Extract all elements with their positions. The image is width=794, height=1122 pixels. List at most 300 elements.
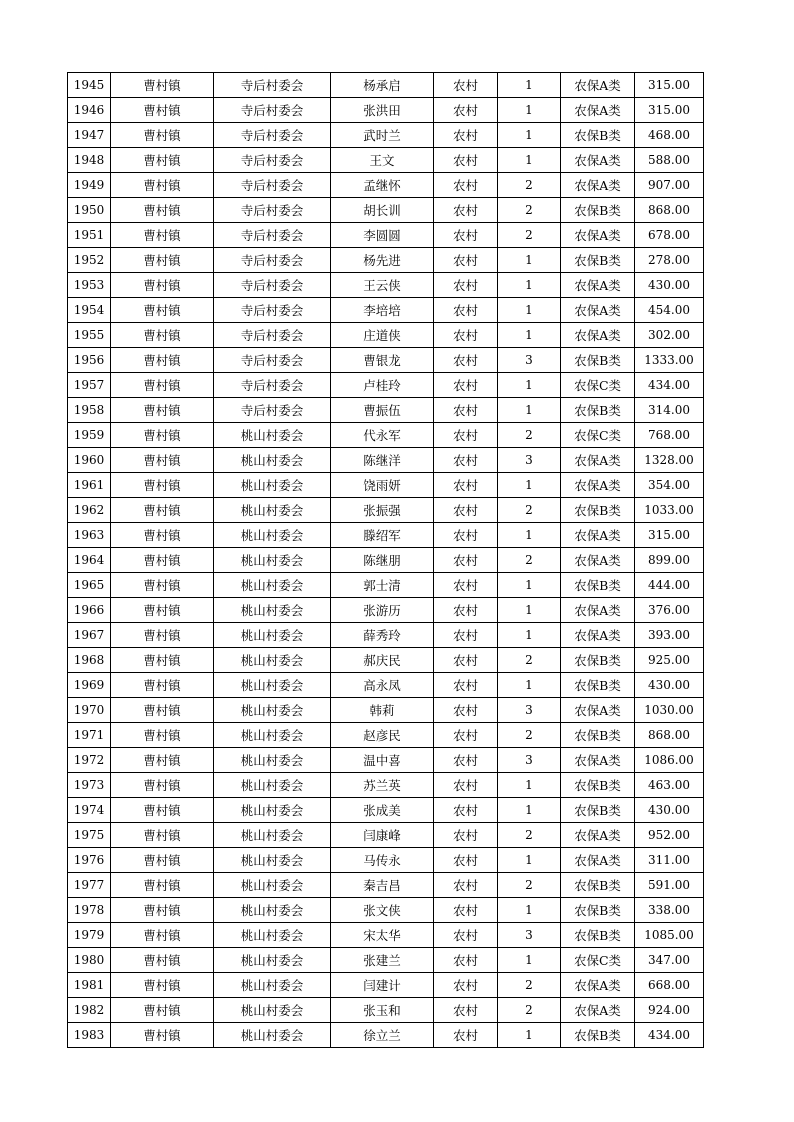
person-name-cell: 张成美 bbox=[331, 798, 434, 823]
town-cell: 曹村镇 bbox=[111, 423, 214, 448]
row-number-cell: 1948 bbox=[68, 148, 111, 173]
person-name-cell: 曹银龙 bbox=[331, 348, 434, 373]
family-size-cell: 2 bbox=[498, 973, 561, 998]
village-committee-cell: 桃山村委会 bbox=[214, 648, 331, 673]
insurance-category-cell: 农保B类 bbox=[561, 923, 635, 948]
household-type-cell: 农村 bbox=[434, 698, 498, 723]
village-committee-cell: 桃山村委会 bbox=[214, 848, 331, 873]
amount-cell: 338.00 bbox=[635, 898, 704, 923]
row-number-cell: 1979 bbox=[68, 923, 111, 948]
person-name-cell: 马传永 bbox=[331, 848, 434, 873]
table-row bbox=[68, 198, 704, 223]
family-size-cell: 1 bbox=[498, 773, 561, 798]
insurance-category-cell: 农保B类 bbox=[561, 573, 635, 598]
insurance-category-cell: 农保B类 bbox=[561, 873, 635, 898]
insurance-category-cell: 农保A类 bbox=[561, 748, 635, 773]
insurance-category-cell: 农保B类 bbox=[561, 123, 635, 148]
table-row bbox=[68, 773, 704, 798]
table-row bbox=[68, 848, 704, 873]
table-row bbox=[68, 398, 704, 423]
assistance-table bbox=[67, 72, 704, 1048]
row-number-cell: 1966 bbox=[68, 598, 111, 623]
household-type-cell: 农村 bbox=[434, 898, 498, 923]
amount-cell: 924.00 bbox=[635, 998, 704, 1023]
row-number-cell: 1951 bbox=[68, 223, 111, 248]
village-committee-cell: 桃山村委会 bbox=[214, 998, 331, 1023]
family-size-cell: 1 bbox=[498, 623, 561, 648]
row-number-cell: 1946 bbox=[68, 98, 111, 123]
family-size-cell: 1 bbox=[498, 273, 561, 298]
amount-cell: 952.00 bbox=[635, 823, 704, 848]
insurance-category-cell: 农保A类 bbox=[561, 598, 635, 623]
person-name-cell: 赵彦民 bbox=[331, 723, 434, 748]
insurance-category-cell: 农保A类 bbox=[561, 98, 635, 123]
amount-cell: 430.00 bbox=[635, 798, 704, 823]
insurance-category-cell: 农保C类 bbox=[561, 373, 635, 398]
village-committee-cell: 寺后村委会 bbox=[214, 173, 331, 198]
table-row bbox=[68, 148, 704, 173]
household-type-cell: 农村 bbox=[434, 623, 498, 648]
town-cell: 曹村镇 bbox=[111, 798, 214, 823]
person-name-cell: 薛秀玲 bbox=[331, 623, 434, 648]
row-number-cell: 1980 bbox=[68, 948, 111, 973]
row-number-cell: 1956 bbox=[68, 348, 111, 373]
person-name-cell: 韩莉 bbox=[331, 698, 434, 723]
village-committee-cell: 寺后村委会 bbox=[214, 198, 331, 223]
person-name-cell: 苏兰英 bbox=[331, 773, 434, 798]
family-size-cell: 1 bbox=[498, 298, 561, 323]
amount-cell: 376.00 bbox=[635, 598, 704, 623]
town-cell: 曹村镇 bbox=[111, 73, 214, 98]
village-committee-cell: 桃山村委会 bbox=[214, 573, 331, 598]
household-type-cell: 农村 bbox=[434, 998, 498, 1023]
person-name-cell: 宋太华 bbox=[331, 923, 434, 948]
village-committee-cell: 寺后村委会 bbox=[214, 98, 331, 123]
table-row bbox=[68, 823, 704, 848]
insurance-category-cell: 农保C类 bbox=[561, 423, 635, 448]
household-type-cell: 农村 bbox=[434, 748, 498, 773]
insurance-category-cell: 农保A类 bbox=[561, 298, 635, 323]
family-size-cell: 2 bbox=[498, 548, 561, 573]
amount-cell: 315.00 bbox=[635, 73, 704, 98]
row-number-cell: 1978 bbox=[68, 898, 111, 923]
town-cell: 曹村镇 bbox=[111, 123, 214, 148]
town-cell: 曹村镇 bbox=[111, 298, 214, 323]
insurance-category-cell: 农保A类 bbox=[561, 848, 635, 873]
village-committee-cell: 桃山村委会 bbox=[214, 748, 331, 773]
family-size-cell: 3 bbox=[498, 698, 561, 723]
amount-cell: 1328.00 bbox=[635, 448, 704, 473]
row-number-cell: 1961 bbox=[68, 473, 111, 498]
town-cell: 曹村镇 bbox=[111, 923, 214, 948]
amount-cell: 1086.00 bbox=[635, 748, 704, 773]
amount-cell: 1030.00 bbox=[635, 698, 704, 723]
table-row bbox=[68, 248, 704, 273]
amount-cell: 1333.00 bbox=[635, 348, 704, 373]
insurance-category-cell: 农保A类 bbox=[561, 73, 635, 98]
family-size-cell: 3 bbox=[498, 748, 561, 773]
town-cell: 曹村镇 bbox=[111, 723, 214, 748]
person-name-cell: 庄道侠 bbox=[331, 323, 434, 348]
village-committee-cell: 桃山村委会 bbox=[214, 823, 331, 848]
family-size-cell: 1 bbox=[498, 473, 561, 498]
insurance-category-cell: 农保A类 bbox=[561, 173, 635, 198]
town-cell: 曹村镇 bbox=[111, 673, 214, 698]
insurance-category-cell: 农保B类 bbox=[561, 648, 635, 673]
family-size-cell: 2 bbox=[498, 648, 561, 673]
town-cell: 曹村镇 bbox=[111, 98, 214, 123]
household-type-cell: 农村 bbox=[434, 848, 498, 873]
insurance-category-cell: 农保A类 bbox=[561, 523, 635, 548]
row-number-cell: 1969 bbox=[68, 673, 111, 698]
household-type-cell: 农村 bbox=[434, 223, 498, 248]
table-row bbox=[68, 498, 704, 523]
household-type-cell: 农村 bbox=[434, 248, 498, 273]
town-cell: 曹村镇 bbox=[111, 973, 214, 998]
town-cell: 曹村镇 bbox=[111, 748, 214, 773]
town-cell: 曹村镇 bbox=[111, 498, 214, 523]
person-name-cell: 孟继怀 bbox=[331, 173, 434, 198]
family-size-cell: 2 bbox=[498, 173, 561, 198]
village-committee-cell: 桃山村委会 bbox=[214, 673, 331, 698]
town-cell: 曹村镇 bbox=[111, 1023, 214, 1048]
family-size-cell: 1 bbox=[498, 673, 561, 698]
household-type-cell: 农村 bbox=[434, 648, 498, 673]
table-row bbox=[68, 523, 704, 548]
table-row bbox=[68, 748, 704, 773]
family-size-cell: 1 bbox=[498, 848, 561, 873]
row-number-cell: 1962 bbox=[68, 498, 111, 523]
person-name-cell: 温中喜 bbox=[331, 748, 434, 773]
person-name-cell: 李培培 bbox=[331, 298, 434, 323]
insurance-category-cell: 农保B类 bbox=[561, 398, 635, 423]
row-number-cell: 1982 bbox=[68, 998, 111, 1023]
village-committee-cell: 桃山村委会 bbox=[214, 473, 331, 498]
town-cell: 曹村镇 bbox=[111, 548, 214, 573]
person-name-cell: 滕绍军 bbox=[331, 523, 434, 548]
amount-cell: 315.00 bbox=[635, 98, 704, 123]
table-row bbox=[68, 648, 704, 673]
family-size-cell: 2 bbox=[498, 998, 561, 1023]
household-type-cell: 农村 bbox=[434, 473, 498, 498]
amount-cell: 925.00 bbox=[635, 648, 704, 673]
household-type-cell: 农村 bbox=[434, 498, 498, 523]
town-cell: 曹村镇 bbox=[111, 173, 214, 198]
insurance-category-cell: 农保B类 bbox=[561, 723, 635, 748]
town-cell: 曹村镇 bbox=[111, 773, 214, 798]
village-committee-cell: 寺后村委会 bbox=[214, 223, 331, 248]
town-cell: 曹村镇 bbox=[111, 873, 214, 898]
table-row bbox=[68, 173, 704, 198]
town-cell: 曹村镇 bbox=[111, 223, 214, 248]
row-number-cell: 1971 bbox=[68, 723, 111, 748]
family-size-cell: 1 bbox=[498, 248, 561, 273]
row-number-cell: 1963 bbox=[68, 523, 111, 548]
insurance-category-cell: 农保B类 bbox=[561, 773, 635, 798]
household-type-cell: 农村 bbox=[434, 598, 498, 623]
person-name-cell: 秦吉昌 bbox=[331, 873, 434, 898]
village-committee-cell: 寺后村委会 bbox=[214, 248, 331, 273]
table-row bbox=[68, 323, 704, 348]
row-number-cell: 1945 bbox=[68, 73, 111, 98]
household-type-cell: 农村 bbox=[434, 573, 498, 598]
amount-cell: 868.00 bbox=[635, 723, 704, 748]
family-size-cell: 2 bbox=[498, 223, 561, 248]
family-size-cell: 1 bbox=[498, 598, 561, 623]
insurance-category-cell: 农保A类 bbox=[561, 323, 635, 348]
row-number-cell: 1949 bbox=[68, 173, 111, 198]
row-number-cell: 1957 bbox=[68, 373, 111, 398]
row-number-cell: 1974 bbox=[68, 798, 111, 823]
family-size-cell: 1 bbox=[498, 148, 561, 173]
town-cell: 曹村镇 bbox=[111, 323, 214, 348]
table-row bbox=[68, 973, 704, 998]
insurance-category-cell: 农保B类 bbox=[561, 348, 635, 373]
amount-cell: 354.00 bbox=[635, 473, 704, 498]
person-name-cell: 陈继朋 bbox=[331, 548, 434, 573]
row-number-cell: 1968 bbox=[68, 648, 111, 673]
table-row bbox=[68, 698, 704, 723]
family-size-cell: 2 bbox=[498, 423, 561, 448]
town-cell: 曹村镇 bbox=[111, 648, 214, 673]
person-name-cell: 曹振伍 bbox=[331, 398, 434, 423]
household-type-cell: 农村 bbox=[434, 1023, 498, 1048]
town-cell: 曹村镇 bbox=[111, 623, 214, 648]
table-row bbox=[68, 298, 704, 323]
village-committee-cell: 寺后村委会 bbox=[214, 73, 331, 98]
town-cell: 曹村镇 bbox=[111, 448, 214, 473]
table-row bbox=[68, 923, 704, 948]
amount-cell: 393.00 bbox=[635, 623, 704, 648]
town-cell: 曹村镇 bbox=[111, 248, 214, 273]
amount-cell: 907.00 bbox=[635, 173, 704, 198]
village-committee-cell: 桃山村委会 bbox=[214, 423, 331, 448]
table-row bbox=[68, 573, 704, 598]
amount-cell: 463.00 bbox=[635, 773, 704, 798]
village-committee-cell: 寺后村委会 bbox=[214, 123, 331, 148]
row-number-cell: 1950 bbox=[68, 198, 111, 223]
row-number-cell: 1970 bbox=[68, 698, 111, 723]
row-number-cell: 1973 bbox=[68, 773, 111, 798]
person-name-cell: 郭士清 bbox=[331, 573, 434, 598]
family-size-cell: 1 bbox=[498, 1023, 561, 1048]
table-row bbox=[68, 598, 704, 623]
household-type-cell: 农村 bbox=[434, 373, 498, 398]
insurance-category-cell: 农保B类 bbox=[561, 673, 635, 698]
amount-cell: 347.00 bbox=[635, 948, 704, 973]
family-size-cell: 1 bbox=[498, 398, 561, 423]
person-name-cell: 杨先进 bbox=[331, 248, 434, 273]
amount-cell: 302.00 bbox=[635, 323, 704, 348]
village-committee-cell: 寺后村委会 bbox=[214, 298, 331, 323]
household-type-cell: 农村 bbox=[434, 73, 498, 98]
person-name-cell: 武时兰 bbox=[331, 123, 434, 148]
insurance-category-cell: 农保B类 bbox=[561, 498, 635, 523]
row-number-cell: 1967 bbox=[68, 623, 111, 648]
village-committee-cell: 桃山村委会 bbox=[214, 898, 331, 923]
household-type-cell: 农村 bbox=[434, 798, 498, 823]
table-row bbox=[68, 73, 704, 98]
amount-cell: 468.00 bbox=[635, 123, 704, 148]
row-number-cell: 1965 bbox=[68, 573, 111, 598]
household-type-cell: 农村 bbox=[434, 298, 498, 323]
family-size-cell: 1 bbox=[498, 73, 561, 98]
household-type-cell: 农村 bbox=[434, 323, 498, 348]
table-row bbox=[68, 223, 704, 248]
table-row bbox=[68, 798, 704, 823]
amount-cell: 444.00 bbox=[635, 573, 704, 598]
town-cell: 曹村镇 bbox=[111, 948, 214, 973]
village-committee-cell: 桃山村委会 bbox=[214, 523, 331, 548]
row-number-cell: 1964 bbox=[68, 548, 111, 573]
row-number-cell: 1955 bbox=[68, 323, 111, 348]
family-size-cell: 1 bbox=[498, 523, 561, 548]
family-size-cell: 2 bbox=[498, 723, 561, 748]
row-number-cell: 1981 bbox=[68, 973, 111, 998]
table-row bbox=[68, 623, 704, 648]
insurance-category-cell: 农保B类 bbox=[561, 198, 635, 223]
table-row bbox=[68, 273, 704, 298]
household-type-cell: 农村 bbox=[434, 348, 498, 373]
table-row bbox=[68, 123, 704, 148]
insurance-category-cell: 农保B类 bbox=[561, 248, 635, 273]
town-cell: 曹村镇 bbox=[111, 373, 214, 398]
village-committee-cell: 桃山村委会 bbox=[214, 598, 331, 623]
village-committee-cell: 桃山村委会 bbox=[214, 798, 331, 823]
household-type-cell: 农村 bbox=[434, 423, 498, 448]
insurance-category-cell: 农保A类 bbox=[561, 448, 635, 473]
family-size-cell: 1 bbox=[498, 948, 561, 973]
family-size-cell: 1 bbox=[498, 898, 561, 923]
row-number-cell: 1972 bbox=[68, 748, 111, 773]
village-committee-cell: 桃山村委会 bbox=[214, 873, 331, 898]
amount-cell: 314.00 bbox=[635, 398, 704, 423]
village-committee-cell: 寺后村委会 bbox=[214, 148, 331, 173]
household-type-cell: 农村 bbox=[434, 548, 498, 573]
person-name-cell: 张建兰 bbox=[331, 948, 434, 973]
table-row bbox=[68, 348, 704, 373]
amount-cell: 678.00 bbox=[635, 223, 704, 248]
insurance-category-cell: 农保A类 bbox=[561, 823, 635, 848]
person-name-cell: 王文 bbox=[331, 148, 434, 173]
village-committee-cell: 寺后村委会 bbox=[214, 323, 331, 348]
table-row bbox=[68, 473, 704, 498]
person-name-cell: 闫建计 bbox=[331, 973, 434, 998]
insurance-category-cell: 农保B类 bbox=[561, 1023, 635, 1048]
amount-cell: 868.00 bbox=[635, 198, 704, 223]
amount-cell: 668.00 bbox=[635, 973, 704, 998]
amount-cell: 278.00 bbox=[635, 248, 704, 273]
household-type-cell: 农村 bbox=[434, 148, 498, 173]
family-size-cell: 1 bbox=[498, 573, 561, 598]
town-cell: 曹村镇 bbox=[111, 348, 214, 373]
household-type-cell: 农村 bbox=[434, 823, 498, 848]
row-number-cell: 1977 bbox=[68, 873, 111, 898]
table-row bbox=[68, 548, 704, 573]
village-committee-cell: 桃山村委会 bbox=[214, 698, 331, 723]
insurance-category-cell: 农保A类 bbox=[561, 223, 635, 248]
row-number-cell: 1952 bbox=[68, 248, 111, 273]
family-size-cell: 1 bbox=[498, 798, 561, 823]
table-row bbox=[68, 373, 704, 398]
insurance-category-cell: 农保A类 bbox=[561, 548, 635, 573]
amount-cell: 1085.00 bbox=[635, 923, 704, 948]
person-name-cell: 杨承启 bbox=[331, 73, 434, 98]
amount-cell: 1033.00 bbox=[635, 498, 704, 523]
table-row bbox=[68, 98, 704, 123]
household-type-cell: 农村 bbox=[434, 773, 498, 798]
household-type-cell: 农村 bbox=[434, 173, 498, 198]
village-committee-cell: 桃山村委会 bbox=[214, 623, 331, 648]
family-size-cell: 3 bbox=[498, 348, 561, 373]
person-name-cell: 张振强 bbox=[331, 498, 434, 523]
insurance-category-cell: 农保A类 bbox=[561, 473, 635, 498]
village-committee-cell: 寺后村委会 bbox=[214, 373, 331, 398]
amount-cell: 434.00 bbox=[635, 373, 704, 398]
table-row bbox=[68, 673, 704, 698]
town-cell: 曹村镇 bbox=[111, 598, 214, 623]
village-committee-cell: 桃山村委会 bbox=[214, 948, 331, 973]
insurance-category-cell: 农保B类 bbox=[561, 898, 635, 923]
amount-cell: 434.00 bbox=[635, 1023, 704, 1048]
town-cell: 曹村镇 bbox=[111, 898, 214, 923]
household-type-cell: 农村 bbox=[434, 123, 498, 148]
town-cell: 曹村镇 bbox=[111, 698, 214, 723]
village-committee-cell: 桃山村委会 bbox=[214, 923, 331, 948]
village-committee-cell: 寺后村委会 bbox=[214, 398, 331, 423]
household-type-cell: 农村 bbox=[434, 448, 498, 473]
household-type-cell: 农村 bbox=[434, 873, 498, 898]
person-name-cell: 胡长训 bbox=[331, 198, 434, 223]
town-cell: 曹村镇 bbox=[111, 473, 214, 498]
person-name-cell: 王云侠 bbox=[331, 273, 434, 298]
amount-cell: 430.00 bbox=[635, 673, 704, 698]
person-name-cell: 代永军 bbox=[331, 423, 434, 448]
amount-cell: 588.00 bbox=[635, 148, 704, 173]
insurance-category-cell: 农保A类 bbox=[561, 698, 635, 723]
family-size-cell: 1 bbox=[498, 123, 561, 148]
row-number-cell: 1976 bbox=[68, 848, 111, 873]
insurance-category-cell: 农保A类 bbox=[561, 623, 635, 648]
row-number-cell: 1975 bbox=[68, 823, 111, 848]
person-name-cell: 徐立兰 bbox=[331, 1023, 434, 1048]
household-type-cell: 农村 bbox=[434, 923, 498, 948]
family-size-cell: 2 bbox=[498, 823, 561, 848]
household-type-cell: 农村 bbox=[434, 98, 498, 123]
town-cell: 曹村镇 bbox=[111, 148, 214, 173]
amount-cell: 454.00 bbox=[635, 298, 704, 323]
row-number-cell: 1954 bbox=[68, 298, 111, 323]
village-committee-cell: 桃山村委会 bbox=[214, 498, 331, 523]
household-type-cell: 农村 bbox=[434, 398, 498, 423]
family-size-cell: 1 bbox=[498, 323, 561, 348]
person-name-cell: 李圆圆 bbox=[331, 223, 434, 248]
row-number-cell: 1958 bbox=[68, 398, 111, 423]
village-committee-cell: 寺后村委会 bbox=[214, 273, 331, 298]
row-number-cell: 1953 bbox=[68, 273, 111, 298]
table-row bbox=[68, 448, 704, 473]
amount-cell: 768.00 bbox=[635, 423, 704, 448]
insurance-category-cell: 农保A类 bbox=[561, 973, 635, 998]
village-committee-cell: 桃山村委会 bbox=[214, 448, 331, 473]
household-type-cell: 农村 bbox=[434, 948, 498, 973]
row-number-cell: 1960 bbox=[68, 448, 111, 473]
insurance-category-cell: 农保A类 bbox=[561, 998, 635, 1023]
family-size-cell: 2 bbox=[498, 498, 561, 523]
row-number-cell: 1947 bbox=[68, 123, 111, 148]
town-cell: 曹村镇 bbox=[111, 848, 214, 873]
row-number-cell: 1983 bbox=[68, 1023, 111, 1048]
